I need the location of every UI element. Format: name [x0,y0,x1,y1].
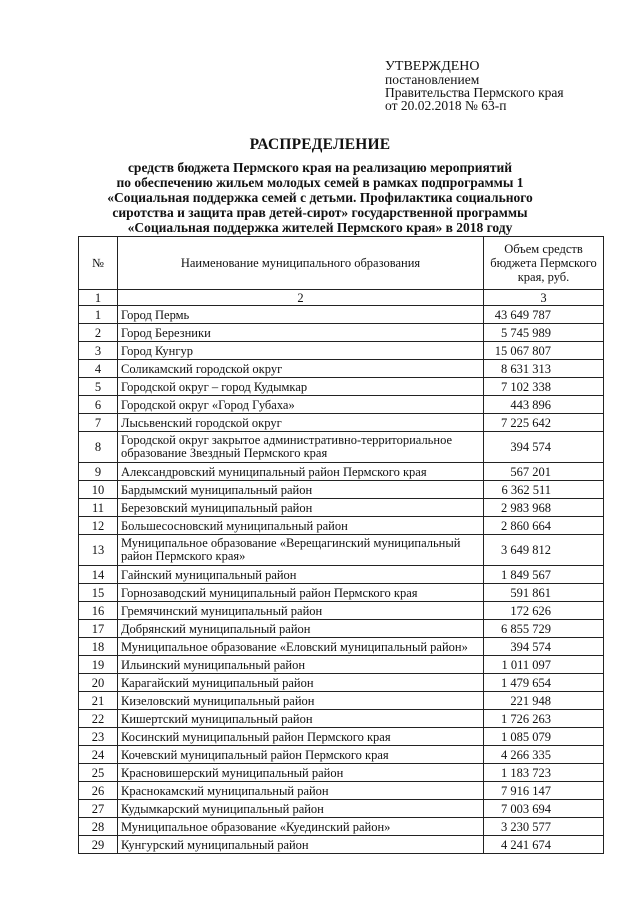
row-number: 21 [79,692,118,710]
row-number: 16 [79,602,118,620]
municipality-name: Бардымский муниципальный район [118,481,484,499]
budget-amount: 15 067 807 [484,342,604,360]
municipality-name: Красновишерский муниципальный район [118,764,484,782]
budget-amount: 2 983 968 [484,499,604,517]
row-number: 5 [79,378,118,396]
row-number: 3 [79,342,118,360]
table-row [79,306,604,324]
municipality-name: Гайнский муниципальный район [118,566,484,584]
municipality-name: Город Пермь [118,306,484,324]
table-row [79,638,604,656]
column-number-row [79,290,604,306]
table-row [79,818,604,836]
table-row [79,602,604,620]
budget-amount: 2 860 664 [484,517,604,535]
approval-heading: УТВЕРЖДЕНО [385,59,480,74]
table-row [79,674,604,692]
budget-amount: 7 225 642 [484,414,604,432]
budget-amount: 7 102 338 [484,378,604,396]
table-row [79,378,604,396]
table-row [79,342,604,360]
municipality-name: Лысьвенский городской округ [118,414,484,432]
budget-amount: 6 855 729 [484,620,604,638]
row-number: 1 [79,306,118,324]
municipality-name: Березовский муниципальный район [118,499,484,517]
subtitle-line: «Социальная поддержка семей с детьми. Профилактика социального [107,190,533,205]
table-row [79,535,604,566]
row-number: 26 [79,782,118,800]
municipality-name: Муниципальное образование «Еловский муниципальный район» [118,638,484,656]
table-row [79,836,604,854]
municipality-name: Городской округ «Город Губаха» [118,396,484,414]
municipality-name: Александровский муниципальный район Пермского края [118,463,484,481]
row-number: 20 [79,674,118,692]
municipality-name: Кишертский муниципальный район [118,710,484,728]
approval-date: от 20.02.2018 № 63-п [385,98,507,113]
municipality-name: Соликамский городской округ [118,360,484,378]
municipality-name: Добрянский муниципальный район [118,620,484,638]
subtitle-line: «Социальная поддержка жителей Пермского края» в 2018 году [127,220,513,235]
municipality-name: Карагайский муниципальный район [118,674,484,692]
row-number: 12 [79,517,118,535]
table-row [79,584,604,602]
subtitle-line: средств бюджета Пермского края на реализацию мероприятий [127,160,513,175]
table-row [79,782,604,800]
municipality-name: Кунгурский муниципальный район [118,836,484,854]
table-row [79,620,604,638]
table-row [79,360,604,378]
budget-amount: 1 849 567 [484,566,604,584]
municipality-name: Кочевский муниципальный район Пермского края [118,746,484,764]
budget-amount: 7 916 147 [484,782,604,800]
row-number: 19 [79,656,118,674]
budget-amount: 1 183 723 [484,764,604,782]
budget-amount: 4 266 335 [484,746,604,764]
row-number: 9 [79,463,118,481]
header-amount: Объем средств бюджета Пермского края, руб. [484,237,604,290]
document-subtitle [60,160,580,235]
municipality-name: Кизеловский муниципальный район [118,692,484,710]
row-number: 4 [79,360,118,378]
row-number: 25 [79,764,118,782]
row-number: 11 [79,499,118,517]
municipality-name: Муниципальное образование «Верещагинский муниципальный район Пермского края» [118,535,484,566]
table-row [79,517,604,535]
table-row [79,692,604,710]
municipality-name: Горнозаводский муниципальный район Пермского края [118,584,484,602]
approval-block [385,60,564,112]
table-row [79,481,604,499]
row-number: 29 [79,836,118,854]
municipality-name: Гремячинский муниципальный район [118,602,484,620]
table-row [79,656,604,674]
row-number: 14 [79,566,118,584]
budget-amount: 1 085 079 [484,728,604,746]
row-number: 18 [79,638,118,656]
row-number: 6 [79,396,118,414]
row-number: 13 [79,535,118,566]
row-number: 24 [79,746,118,764]
budget-amount: 221 948 [484,692,604,710]
table-row [79,746,604,764]
budget-amount: 443 896 [484,396,604,414]
row-number: 2 [79,324,118,342]
municipality-name: Кудымкарский муниципальный район [118,800,484,818]
row-number: 23 [79,728,118,746]
budget-amount: 43 649 787 [484,306,604,324]
budget-amount: 3 230 577 [484,818,604,836]
column-number: 1 [79,290,118,306]
budget-amount: 4 241 674 [484,836,604,854]
table-row [79,800,604,818]
table-row [79,764,604,782]
budget-amount: 591 861 [484,584,604,602]
row-number: 28 [79,818,118,836]
table-row [79,728,604,746]
row-number: 15 [79,584,118,602]
table-row [79,414,604,432]
distribution-table [78,236,604,854]
table-row [79,566,604,584]
municipality-name: Город Березники [118,324,484,342]
column-number: 3 [484,290,604,306]
budget-amount: 7 003 694 [484,800,604,818]
header-num: № [79,237,118,290]
budget-amount: 172 626 [484,602,604,620]
budget-amount: 3 649 812 [484,535,604,566]
budget-amount: 394 574 [484,638,604,656]
approval-line: Правительства Пермского края [385,85,564,100]
document-title: РАСПРЕДЕЛЕНИЕ [249,136,391,153]
budget-amount: 6 362 511 [484,481,604,499]
subtitle-line: по обеспечению жильем молодых семей в рамках подпрограммы 1 [116,175,524,190]
budget-amount: 5 745 989 [484,324,604,342]
row-number: 8 [79,432,118,463]
row-number: 10 [79,481,118,499]
column-number: 2 [118,290,484,306]
budget-amount: 1 011 097 [484,656,604,674]
budget-amount: 567 201 [484,463,604,481]
municipality-name: Краснокамский муниципальный район [118,782,484,800]
table-row [79,396,604,414]
municipality-name: Городской округ – город Кудымкар [118,378,484,396]
municipality-name: Город Кунгур [118,342,484,360]
municipality-name: Большесосновский муниципальный район [118,517,484,535]
table-body [79,306,604,854]
municipality-name: Ильинский муниципальный район [118,656,484,674]
row-number: 22 [79,710,118,728]
row-number: 7 [79,414,118,432]
budget-amount: 1 726 263 [484,710,604,728]
table-row [79,432,604,463]
table-header-row [79,237,604,290]
municipality-name: Муниципальное образование «Куединский район» [118,818,484,836]
budget-amount: 1 479 654 [484,674,604,692]
table-row [79,324,604,342]
table-row [79,710,604,728]
table-row [79,499,604,517]
approval-line: постановлением [385,72,480,87]
municipality-name: Косинский муниципальный район Пермского края [118,728,484,746]
header-name: Наименование муниципального образования [118,237,484,290]
budget-amount: 8 631 313 [484,360,604,378]
subtitle-line: сиротства и защита прав детей-сирот» государственной программы [112,205,528,220]
table-row [79,463,604,481]
row-number: 27 [79,800,118,818]
municipality-name: Городской округ закрытое административно-территориальное образование Звездный Пермского края [118,432,484,463]
budget-amount: 394 574 [484,432,604,463]
row-number: 17 [79,620,118,638]
